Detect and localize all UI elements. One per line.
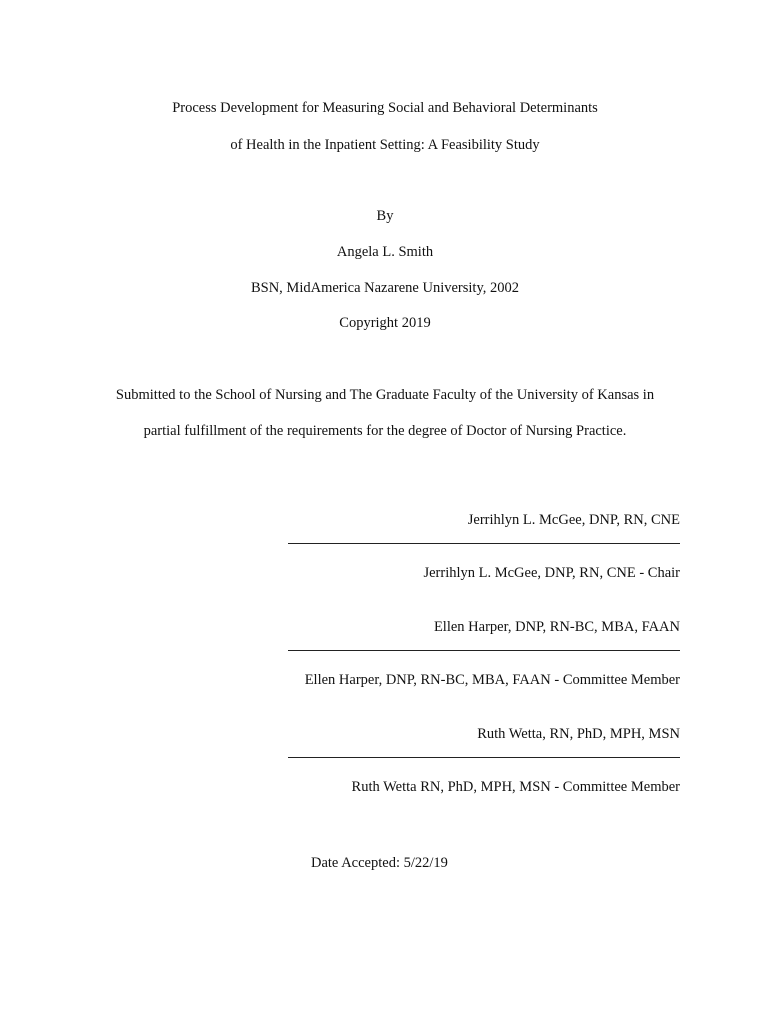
committee-printed-chair: Jerrihlyn L. McGee, DNP, RN, CNE - Chair [423,565,680,581]
signature-rule-member-2 [288,757,680,758]
submission-line-1: Submitted to the School of Nursing and The Graduate Faculty of the University of Kansas in [115,387,655,403]
author-degree: BSN, MidAmerica Nazarene University, 2002 [250,280,520,296]
author-name: Angela L. Smith [336,244,434,260]
by-label: By [376,208,394,224]
committee-printed-member-1: Ellen Harper, DNP, RN-BC, MBA, FAAN - Committee Member [304,672,680,688]
signature-rule-chair [288,543,680,544]
committee-signature-chair: Jerrihlyn L. McGee, DNP, RN, CNE [467,512,680,528]
signature-rule-member-1 [288,650,680,651]
copyright-line: Copyright 2019 [339,315,431,331]
committee-printed-member-2: Ruth Wetta RN, PhD, MPH, MSN - Committee Member [351,779,680,795]
committee-signature-member-2: Ruth Wetta, RN, PhD, MPH, MSN [477,726,680,742]
date-accepted: Date Accepted: 5/22/19 [311,855,448,871]
title-line-2: of Health in the Inpatient Setting: A Feasibility Study [230,137,540,153]
committee-signature-member-1: Ellen Harper, DNP, RN-BC, MBA, FAAN [433,619,680,635]
submission-line-2: partial fulfillment of the requirements for the degree of Doctor of Nursing Practice. [143,423,627,439]
title-line-1: Process Development for Measuring Social and Behavioral Determinants [172,100,598,116]
